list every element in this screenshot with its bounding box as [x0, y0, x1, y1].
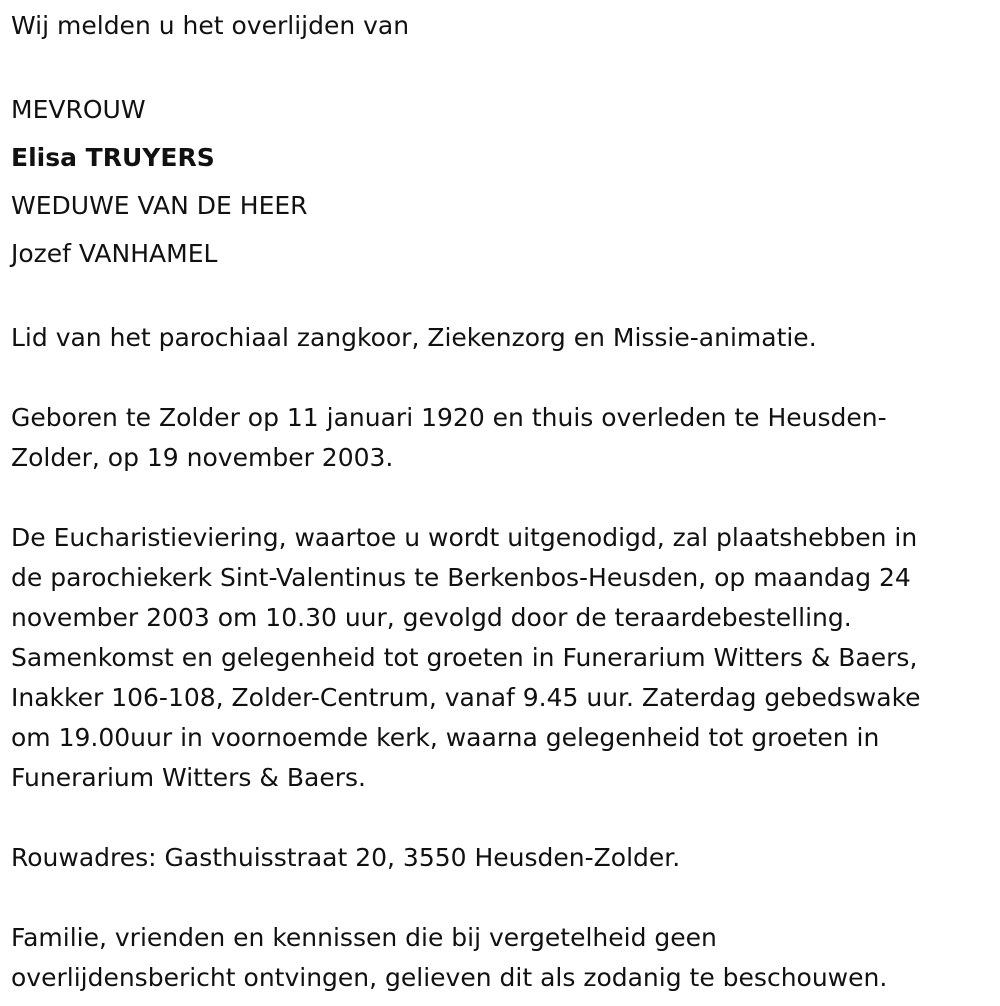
spacer	[11, 358, 991, 398]
ceremony-line: om 19.00uur in voornoemde kerk, waarna gelegenheid tot groeten in	[11, 723, 880, 752]
birth-death-line: Zolder, op 19 november 2003.	[11, 443, 394, 472]
ceremony-line: de parochiekerk Sint-Valentinus te Berkenbos-Heusden, op maandag 24	[11, 563, 911, 592]
address-paragraph	[11, 838, 991, 878]
spacer	[11, 878, 991, 918]
mourning-address: Rouwadres: Gasthuisstraat 20, 3550 Heusden-Zolder.	[11, 843, 681, 872]
closing-line: overlijdensbericht ontvingen, gelieven dit als zodanig te beschouwen.	[11, 963, 888, 992]
title-prefix: MEVROUW	[11, 95, 146, 124]
intro-text: Wij melden u het overlijden van	[11, 11, 410, 40]
spacer	[11, 798, 991, 838]
spacer	[11, 478, 991, 518]
birth-death-paragraph	[11, 398, 991, 478]
spacer	[11, 46, 991, 86]
membership-paragraph	[11, 318, 991, 358]
spouse-name: Jozef VANHAMEL	[11, 239, 218, 268]
death-notice	[11, 0, 991, 998]
ceremony-line: De Eucharistieviering, waartoe u wordt uitgenodigd, zal plaatshebben in	[11, 523, 918, 552]
ceremony-line: november 2003 om 10.30 uur, gevolgd door de teraardebestelling.	[11, 603, 852, 632]
closing-paragraph	[11, 918, 991, 998]
ceremony-paragraph	[11, 518, 991, 798]
widow-of: WEDUWE VAN DE HEER	[11, 191, 308, 220]
membership-text: Lid van het parochiaal zangkoor, Ziekenzorg en Missie-animatie.	[11, 323, 817, 352]
name-block	[11, 86, 991, 278]
spacer	[11, 278, 991, 318]
ceremony-line: Samenkomst en gelegenheid tot groeten in Funerarium Witters & Baers,	[11, 643, 918, 672]
birth-death-line: Geboren te Zolder op 11 januari 1920 en thuis overleden te Heusden-	[11, 403, 887, 432]
closing-line: Familie, vrienden en kennissen die bij vergetelheid geen	[11, 923, 717, 952]
ceremony-line: Inakker 106-108, Zolder-Centrum, vanaf 9.45 uur. Zaterdag gebedswake	[11, 683, 921, 712]
ceremony-line: Funerarium Witters & Baers.	[11, 763, 366, 792]
deceased-name: Elisa TRUYERS	[11, 143, 215, 172]
